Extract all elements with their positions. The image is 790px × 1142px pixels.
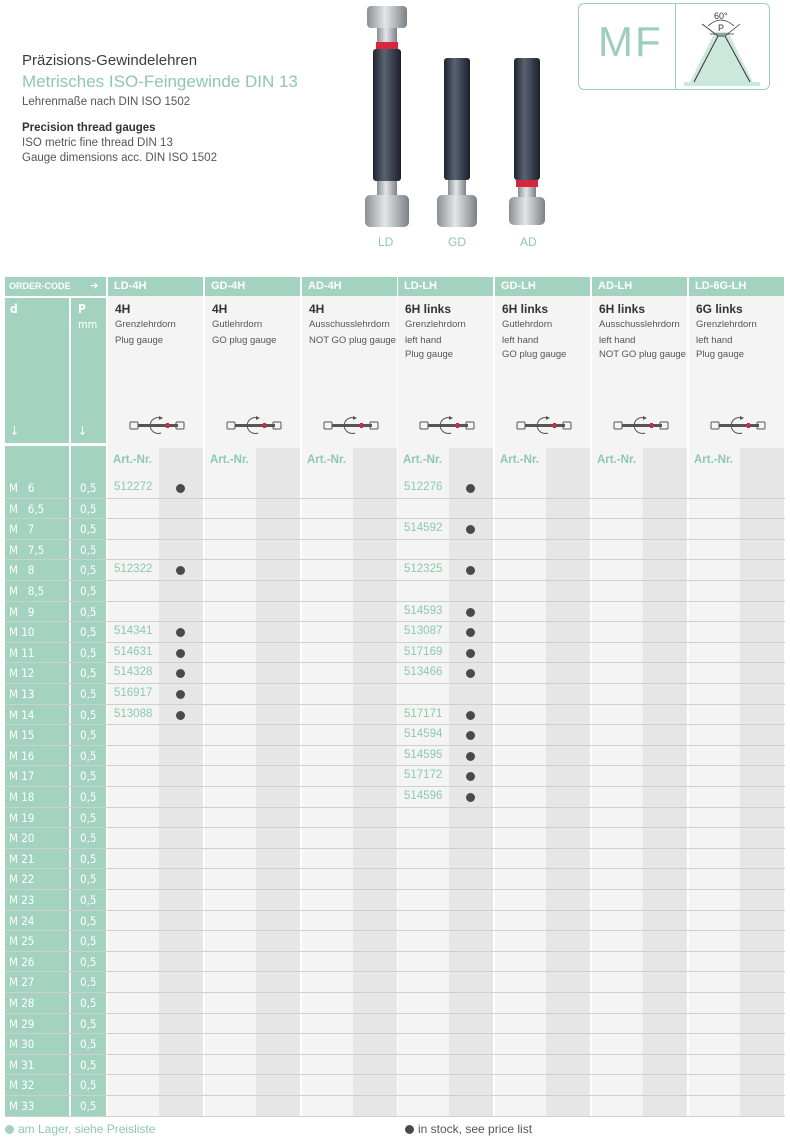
row-divider: [5, 539, 785, 540]
thread-pitch: 0,5: [80, 893, 97, 907]
in-stock-dot-icon: [466, 793, 475, 802]
thread-pitch: 0,5: [80, 1099, 97, 1113]
thread-pitch: 0,5: [80, 522, 97, 537]
row-divider: [5, 786, 785, 787]
article-number: 517169: [404, 645, 443, 658]
page-title: Präzisions-Gewindelehren: [22, 52, 198, 69]
gauge-label-ad: AD: [520, 235, 537, 249]
thread-size: M 10: [9, 625, 35, 640]
angle-label: 60°: [714, 11, 728, 21]
in-stock-dot-icon: [466, 649, 475, 658]
badge-divider: [675, 3, 676, 89]
gauge-pictogram-icon: [709, 415, 769, 435]
desc-line-2: NOT GO plug gauge: [309, 335, 396, 346]
row-divider: [5, 765, 785, 766]
thread-pitch: 0,5: [80, 913, 97, 928]
thread-size: M 23: [9, 893, 35, 907]
gauge-product-image: [355, 0, 575, 232]
row-divider: [5, 1095, 785, 1096]
thread-pitch: 0,5: [80, 851, 97, 866]
desc-line-2: left hand: [502, 335, 539, 346]
article-number: 517171: [404, 707, 443, 720]
thread-type-label: MF: [598, 18, 663, 65]
tolerance-label: 6H links: [405, 302, 452, 316]
row-divider: [5, 807, 785, 808]
thread-size: M 29: [9, 1016, 35, 1031]
desc-line-2: Plug gauge: [115, 335, 164, 346]
row-divider: [5, 827, 785, 828]
article-number: 516917: [114, 687, 153, 699]
column-stock-bg: [449, 448, 494, 1116]
gauge-pictogram-icon: [612, 415, 672, 435]
thread-pitch: 0,5: [80, 831, 97, 846]
thread-size: M 28: [9, 996, 35, 1010]
thread-pitch: 0,5: [80, 1057, 97, 1072]
row-divider: [5, 559, 785, 560]
english-line-1: ISO metric fine thread DIN 13: [22, 137, 173, 149]
row-divider: [5, 621, 785, 622]
art-nr-label: Art.-Nr.: [500, 454, 539, 466]
art-nr-label: Art.-Nr.: [597, 454, 636, 466]
thread-size: M 31: [9, 1057, 35, 1072]
thread-pitch: 0,5: [80, 790, 97, 804]
thread-size: M 6,5: [9, 501, 45, 516]
art-nr-label: Art.-Nr.: [694, 454, 733, 466]
gauge-pictogram-icon: [418, 415, 478, 435]
thread-size: M 26: [9, 954, 35, 969]
footer-en: [405, 1122, 532, 1136]
row-divider: [5, 889, 785, 890]
header-divider: [5, 296, 106, 298]
gauge-label-ld: LD: [378, 235, 394, 249]
arrow-down-icon: ↓: [10, 424, 20, 438]
row-divider: [5, 662, 785, 663]
thread-size: M 7,5: [9, 542, 45, 557]
row-divider: [5, 518, 785, 519]
row-divider: [5, 580, 785, 581]
column-code-gd-lh: GD-LH: [495, 277, 590, 296]
desc-line-1: Grenzlehrdorn: [405, 319, 466, 330]
desc-line-1: Ausschusslehrdorn: [599, 319, 680, 330]
thread-pitch: 0,5: [80, 934, 97, 949]
thread-size: M 12: [9, 666, 35, 681]
art-nr-label: Art.-Nr.: [210, 454, 249, 466]
footer-en-text: in stock, see price list: [418, 1122, 533, 1136]
article-number: 514341: [114, 625, 153, 638]
thread-pitch: 0,5: [80, 748, 97, 763]
column-stock-bg: [353, 448, 398, 1116]
row-divider: [5, 868, 785, 869]
in-stock-dot-icon: [176, 690, 185, 699]
stock-dot-icon: [5, 1125, 14, 1134]
thread-size: M 16: [9, 748, 35, 763]
row-divider: [5, 951, 785, 952]
arrow-down-icon: ↓: [78, 424, 88, 438]
thread-pitch: 0,5: [80, 501, 97, 516]
article-number: 512272: [114, 481, 153, 493]
tolerance-label: 4H: [309, 302, 325, 316]
column-code-ad-4h: AD-4H: [302, 277, 397, 296]
art-nr-label: Art.-Nr.: [307, 454, 346, 466]
desc-line-3: GO plug gauge: [502, 349, 567, 360]
arrow-right-icon: ➔: [90, 279, 99, 292]
thread-size: M 7: [9, 522, 35, 537]
row-divider: [5, 1013, 785, 1014]
thread-pitch: 0,5: [80, 810, 97, 825]
article-number: 514596: [404, 790, 443, 802]
desc-line-3: Plug gauge: [405, 349, 454, 360]
thread-pitch: 0,5: [80, 996, 97, 1010]
thread-size: M 21: [9, 851, 35, 866]
article-number: 514595: [404, 748, 443, 761]
footer-de-text: am Lager, siehe Preisliste: [18, 1122, 156, 1136]
column-code-ld-lh: LD-LH: [398, 277, 493, 296]
row-divider: [5, 1074, 785, 1075]
footer-de: [5, 1122, 155, 1136]
gauge-pictogram-icon: [225, 415, 285, 435]
header-bottom-divider: [5, 443, 106, 446]
row-divider: [5, 971, 785, 972]
art-nr-label: Art.-Nr.: [403, 454, 442, 466]
column-stock-bg: [256, 448, 301, 1116]
desc-line-1: Ausschusslehrdorn: [309, 319, 390, 330]
thread-size: M 9: [9, 604, 35, 619]
english-line-2: Gauge dimensions acc. DIN ISO 1502: [22, 152, 217, 164]
row-divider: [5, 910, 785, 911]
column-stock-bg: [740, 448, 785, 1116]
in-stock-dot-icon: [466, 752, 475, 761]
norm-text: Lehrenmaße nach DIN ISO 1502: [22, 96, 191, 108]
thread-size: M 33: [9, 1099, 35, 1113]
article-number: 513088: [114, 707, 153, 720]
thread-size: M 19: [9, 810, 35, 825]
row-divider: [5, 642, 785, 643]
thread-pitch: 0,5: [80, 542, 97, 557]
desc-line-1: Gutlehrdorn: [502, 319, 553, 330]
thread-size: M 18: [9, 790, 35, 804]
tolerance-label: 6H links: [599, 302, 646, 316]
article-number: 513466: [404, 666, 443, 679]
thread-size: M 32: [9, 1078, 35, 1093]
thread-pitch: 0,5: [80, 604, 97, 619]
desc-line-2: left hand: [696, 335, 733, 346]
gauge-label-gd: GD: [448, 235, 466, 249]
in-stock-dot-icon: [466, 484, 475, 493]
row-divider: [5, 683, 785, 684]
thread-pitch: 0,5: [80, 666, 97, 681]
column-code-ld-4h: LD-4H: [108, 277, 203, 296]
in-stock-dot-icon: [176, 484, 185, 493]
row-divider: [5, 745, 785, 746]
tolerance-label: 4H: [115, 302, 131, 316]
english-title: Precision thread gauges: [22, 122, 156, 134]
column-stock-bg: [546, 448, 591, 1116]
article-number: 512325: [404, 563, 443, 576]
article-number: 514593: [404, 604, 443, 617]
thread-pitch: 0,5: [80, 1016, 97, 1031]
p-column-label: P: [78, 302, 86, 316]
row-divider: [5, 1033, 785, 1034]
thread-size: M 30: [9, 1037, 35, 1052]
column-code-ad-lh: AD-LH: [592, 277, 687, 296]
desc-line-3: NOT GO plug gauge: [599, 349, 686, 360]
thread-pitch: 0,5: [80, 728, 97, 743]
thread-pitch: 0,5: [80, 769, 97, 784]
row-divider: [5, 930, 785, 931]
thread-pitch: 0,5: [80, 481, 97, 495]
article-number: 512322: [114, 563, 153, 576]
art-nr-label: Art.-Nr.: [113, 454, 152, 466]
thread-pitch: 0,5: [80, 563, 97, 578]
in-stock-dot-icon: [176, 711, 185, 720]
tolerance-label: 6G links: [696, 302, 743, 316]
d-column-label: d: [10, 302, 18, 316]
thread-pitch: 0,5: [80, 1037, 97, 1052]
row-divider: [5, 724, 785, 725]
order-code-label: ORDER-CODE: [5, 277, 106, 296]
thread-size: M 11: [9, 645, 35, 660]
desc-line-2: left hand: [599, 335, 636, 346]
desc-line-3: Plug gauge: [696, 349, 745, 360]
pitch-label: P: [718, 23, 725, 33]
thread-size: M 22: [9, 872, 35, 887]
thread-pitch: 0,5: [80, 645, 97, 660]
thread-pitch: 0,5: [80, 872, 97, 887]
row-divider: [5, 498, 785, 499]
column-code-gd-4h: GD-4H: [205, 277, 300, 296]
thread-pitch: 0,5: [80, 707, 97, 722]
column-stock-bg: [159, 448, 204, 1116]
in-stock-dot-icon: [176, 649, 185, 658]
page-subtitle: Metrisches ISO-Feingewinde DIN 13: [22, 72, 298, 91]
desc-line-1: Gutlehrdorn: [212, 319, 263, 330]
thread-size: M 27: [9, 975, 35, 990]
thread-size: M 13: [9, 687, 35, 701]
article-number: 514328: [114, 666, 153, 679]
gauge-pictogram-icon: [128, 415, 188, 435]
thread-pitch: 0,5: [80, 584, 97, 598]
stock-dot-icon: [405, 1125, 414, 1134]
tolerance-label: 4H: [212, 302, 228, 316]
thread-size: M 6: [9, 481, 35, 495]
column-code-ld-6g-lh: LD-6G-LH: [689, 277, 784, 296]
article-number: 513087: [404, 625, 443, 638]
thread-pitch: 0,5: [80, 1078, 97, 1093]
thread-pitch: 0,5: [80, 975, 97, 990]
article-number: 517172: [404, 769, 443, 782]
desc-line-1: Grenzlehrdorn: [696, 319, 757, 330]
desc-line-1: Grenzlehrdorn: [115, 319, 176, 330]
thread-size: M 17: [9, 769, 35, 784]
article-number: 514594: [404, 728, 443, 741]
article-number: 514631: [114, 645, 153, 658]
column-stock-bg: [643, 448, 688, 1116]
in-stock-dot-icon: [466, 711, 475, 720]
tolerance-label: 6H links: [502, 302, 549, 316]
desc-line-2: GO plug gauge: [212, 335, 277, 346]
thread-size: M 8,5: [9, 584, 45, 598]
gauge-pictogram-icon: [515, 415, 575, 435]
thread-pitch: 0,5: [80, 625, 97, 640]
article-number: 512276: [404, 481, 443, 493]
row-divider: [5, 1054, 785, 1055]
thread-size: M 25: [9, 934, 35, 949]
row-divider: [5, 992, 785, 993]
in-stock-dot-icon: [466, 608, 475, 617]
row-divider: [5, 848, 785, 849]
thread-pitch: 0,5: [80, 954, 97, 969]
desc-line-2: left hand: [405, 335, 442, 346]
gauge-pictogram-icon: [322, 415, 382, 435]
row-divider: [5, 704, 785, 705]
row-divider: [5, 601, 785, 602]
thread-size: M 20: [9, 831, 35, 846]
thread-size: M 15: [9, 728, 35, 743]
article-number: 514592: [404, 522, 443, 535]
mm-label: mm: [78, 318, 98, 331]
thread-size: M 8: [9, 563, 35, 578]
thread-size: M 24: [9, 913, 35, 928]
thread-profile-icon: [680, 6, 766, 86]
row-divider: [5, 1116, 785, 1117]
thread-size: M 14: [9, 707, 35, 722]
thread-pitch: 0,5: [80, 687, 97, 701]
